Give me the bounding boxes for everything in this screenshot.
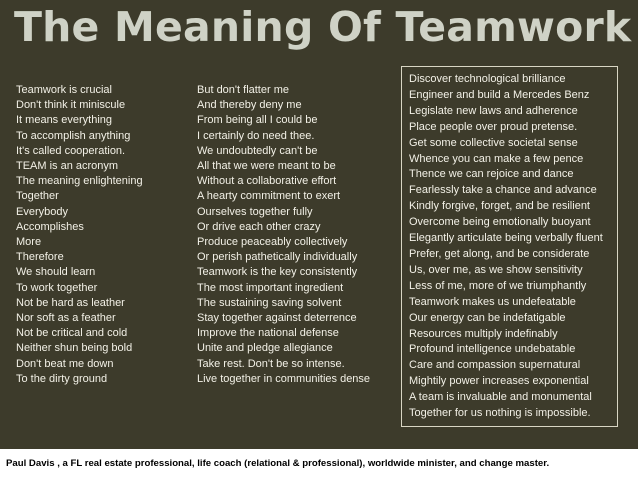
author-credit: Paul Davis , a FL real estate professional, life coach (relational & professional), worldwide minister, and change master. — [6, 458, 550, 469]
poem-line: Place people over proud pretense. — [409, 120, 578, 133]
poem-line: Produce peaceably collectively — [197, 236, 348, 249]
poem-line: The sustaining saving solvent — [197, 296, 342, 309]
poem-line: And thereby deny me — [197, 99, 302, 112]
poem-line: Or perish pathetically individually — [197, 251, 358, 264]
poem-line: It's called cooperation. — [16, 144, 126, 157]
poem-line: Elegantly articulate being verbally fluent — [409, 232, 603, 245]
poem-line: I certainly do need thee. — [197, 129, 315, 142]
poem-line: It means everything — [16, 114, 112, 127]
poem-column-1 — [16, 83, 143, 387]
poem-line: Don't think it miniscule — [16, 99, 126, 112]
poem-line: We undoubtedly can't be — [197, 144, 318, 157]
poem-line: Without a collaborative effort — [197, 175, 337, 188]
poem-line: Care and compassion supernatural — [409, 359, 581, 372]
poem-line: Profound intelligence undebatable — [409, 343, 576, 356]
poem-line: Engineer and build a Mercedes Benz — [409, 88, 590, 101]
poem-line: Our energy can be indefatigable — [409, 311, 566, 324]
poem-line: Ourselves together fully — [197, 205, 313, 218]
poem-line: We should learn — [16, 266, 96, 279]
poem-line: Mightily power increases exponential — [409, 375, 589, 388]
poem-line: Get some collective societal sense — [409, 136, 578, 149]
poem-line: Teamwork is the key consistently — [197, 266, 358, 279]
page-title: The Meaning Of Teamwork — [14, 3, 632, 51]
poem-line: Legislate new laws and adherence — [409, 104, 578, 117]
poem-line: Discover technological brilliance — [409, 73, 566, 85]
poem-line: A team is invaluable and monumental — [409, 391, 592, 404]
poem-column-2 — [197, 83, 370, 387]
poem-line: Fearlessly take a chance and advance — [409, 184, 597, 197]
poem-line: Prefer, get along, and be considerate — [409, 247, 590, 260]
poem-line: Whence you can make a few pence — [409, 152, 584, 165]
poem-line: From being all I could be — [197, 114, 318, 127]
poem-column-3 — [409, 72, 603, 422]
poem-line: Overcome being emotionally buoyant — [409, 216, 591, 229]
poem-line: The meaning enlightening — [16, 175, 143, 188]
poem-line: Or drive each other crazy — [197, 220, 321, 233]
poem-line: All that we were meant to be — [197, 160, 336, 173]
poem-line: Less of me, more of we triumphantly — [409, 279, 587, 292]
poem-line: Together — [16, 190, 59, 203]
poem-line: Thence we can rejoice and dance — [409, 168, 574, 181]
poem-line: Neither shun being bold — [16, 342, 133, 355]
poem-line: More — [16, 236, 42, 249]
poem-line: Therefore — [16, 251, 64, 264]
poem-line: But don't flatter me — [197, 84, 289, 96]
poem-line: Everybody — [16, 205, 68, 218]
poem-line: Take rest. Don't be so intense. — [197, 357, 345, 370]
poem-line: To work together — [16, 281, 98, 294]
poem-line: Unite and pledge allegiance — [197, 342, 333, 355]
poem-line: Don't beat me down — [16, 357, 114, 370]
poem-line: Kindly forgive, forget, and be resilient — [409, 200, 590, 213]
poem-line: The most important ingredient — [197, 281, 344, 294]
poem-line: Accomplishes — [16, 220, 84, 233]
poem-line: Resources multiply indefinably — [409, 327, 558, 340]
poem-line: Live together in communities dense — [197, 372, 371, 385]
poem-line: TEAM is an acronym — [16, 160, 119, 173]
poem-line: Nor soft as a feather — [16, 312, 116, 325]
poem-line: Teamwork is crucial — [16, 84, 112, 96]
poem-line: Not be hard as leather — [16, 296, 125, 309]
poem-line: To the dirty ground — [16, 372, 108, 385]
poem-line: Improve the national defense — [197, 327, 339, 340]
poem-line: Not be critical and cold — [16, 327, 128, 340]
poem-line: Together for us nothing is impossible. — [409, 407, 591, 420]
poem-line: Stay together against deterrence — [197, 312, 357, 325]
poem-line: Us, over me, as we show sensitivity — [409, 263, 583, 276]
poem-line: Teamwork makes us undefeatable — [409, 295, 576, 308]
poem-line: A hearty commitment to exert — [197, 190, 341, 203]
poem-line: To accomplish anything — [16, 129, 131, 142]
footer — [0, 449, 638, 479]
